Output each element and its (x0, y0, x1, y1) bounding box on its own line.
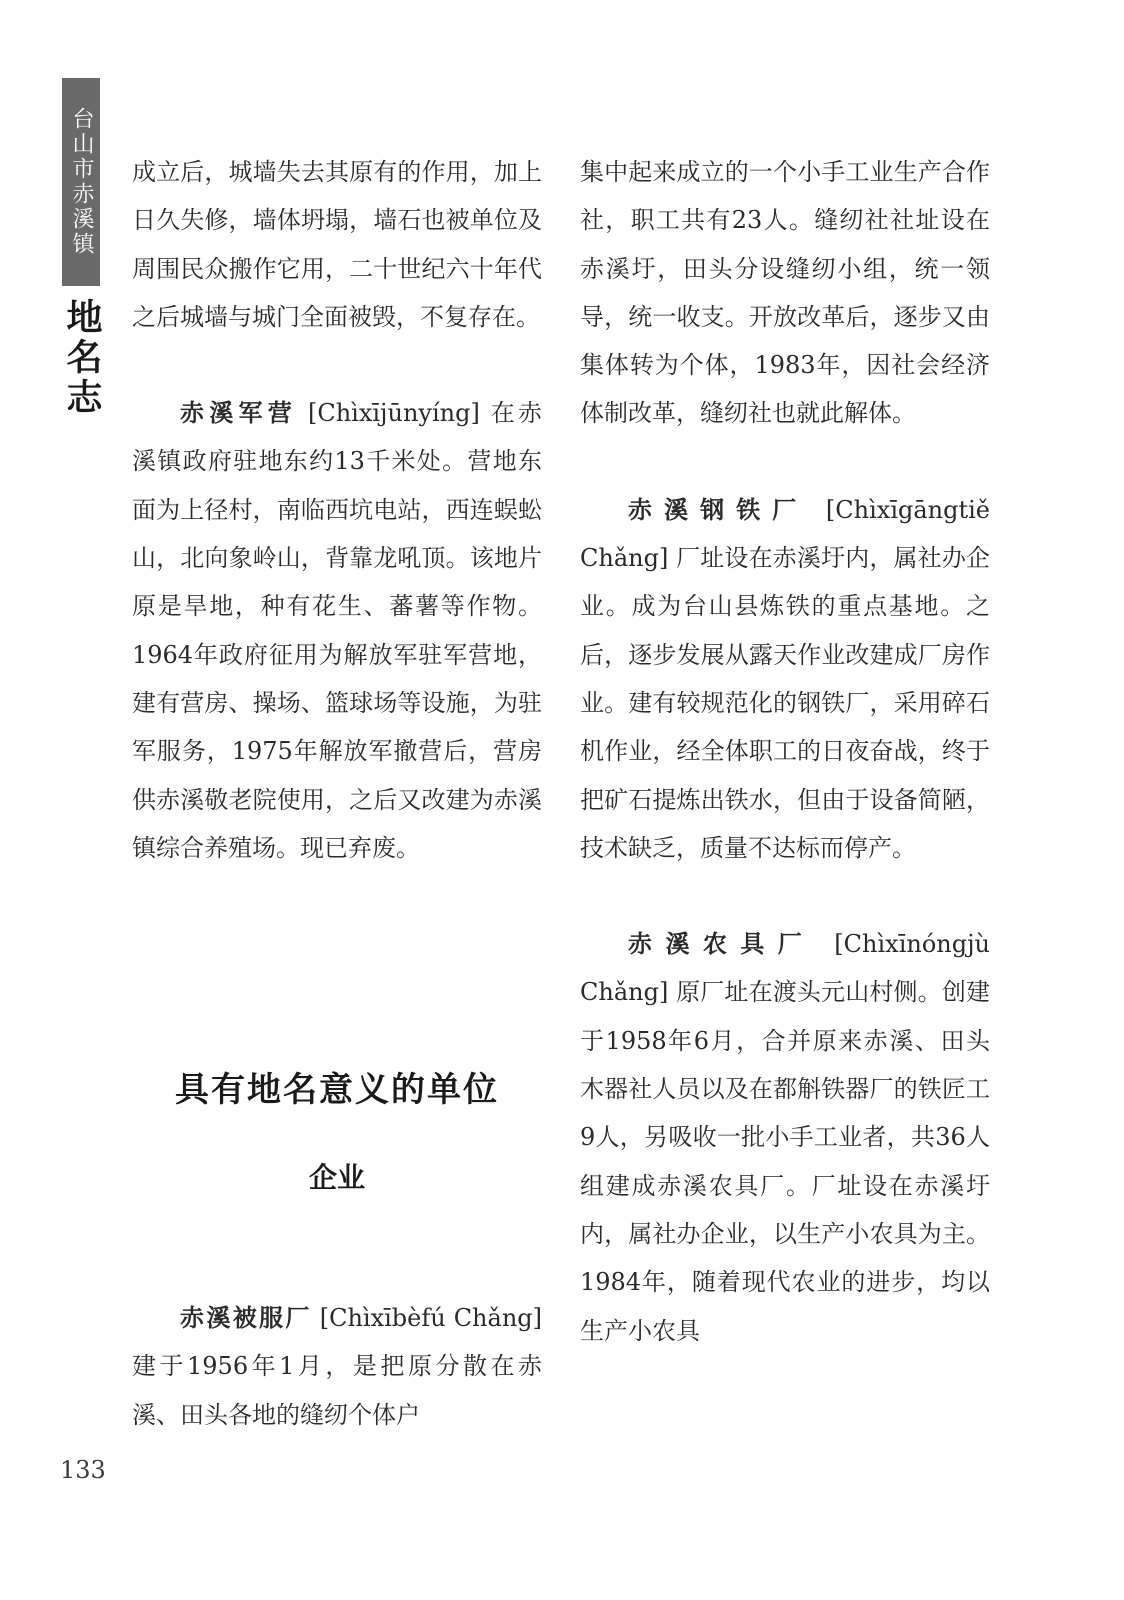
left-paragraph-1: 成立后，城墙失去其原有的作用，加上日久失修，墙体坍塌，墙石也被单位及周围民众搬作它用，二十世纪六十年代之后城墙与城门全面被毁，不复存在。 (132, 158, 542, 331)
entry-text: 在赤溪镇政府驻地东约13千米处。营地东面为上径村，南临西坑电站，西连蜈蚣山，北向象岭山，背靠龙吼顶。该地片原是旱地，种有花生、蕃薯等作物。1964年政府征用为解放军驻军营地，建有营房、操场、篮球场等设施，为驻军服务，1975年解放军撤营后，营房供赤溪敬老院使用，之后又改建为赤溪镇综合养殖场。现已弃废。 (132, 399, 543, 862)
page-number: 133 (60, 1456, 106, 1484)
entry-steel-factory (580, 486, 990, 872)
entry-text: 建于1956年1月，是把原分散在赤溪、田头各地的缝纫个体户 (132, 1352, 542, 1429)
left-column-bottom (132, 1294, 542, 1439)
entry-text: 原厂址在渡头元山村侧。创建于1958年6月，合并原来赤溪、田头木器社人员以及在都斛铁器厂的铁匠工9人，另吸收一批小手工业者，共36人组建成赤溪农具厂。厂址设在赤溪圩内，属社办企业，以生产小农具为主。1984年，随着现代农业的进步，均以生产小农具 (580, 978, 990, 1345)
side-title: 地名志 (61, 298, 102, 418)
section-subtitle: 企业 (308, 1161, 365, 1194)
entry-name: 赤溪农具厂 (628, 929, 816, 959)
right-column (580, 148, 990, 1355)
entry-name: 赤溪被服厂 (180, 1303, 312, 1332)
left-column (132, 148, 542, 872)
section-title: 具有地名意义的单位 (175, 1070, 499, 1110)
entry-pinyin: [Chìxījūnyíng] (307, 399, 480, 428)
entry-name: 赤溪军营 (180, 398, 298, 428)
side-tab-label: 台山市赤溪镇 (69, 107, 94, 257)
entry-clothing-factory (132, 1294, 542, 1439)
entry-farm-tools-factory (580, 920, 990, 1355)
entry-pinyin: [Chìxīnóngjù Chǎng] (580, 930, 990, 1007)
entry-name: 赤溪钢铁厂 (628, 494, 809, 524)
entry-military-camp (132, 389, 542, 872)
right-paragraph-1: 集中起来成立的一个小手工业生产合作社，职工共有23人。缝纫社社址设在赤溪圩，田头分设缝纫小组，统一领导，统一收支。开放改革后，逐步又由集体转为个体，1983年，因社会经济体制改革，缝纫社也就此解体。 (580, 158, 990, 428)
entry-text: 厂址设在赤溪圩内，属社办企业。成为台山县炼铁的重点基地。之后，逐步发展从露天作业改建成厂房作业。建有较规范化的钢铁厂，采用碎石机作业，经全体职工的日夜奋战，终于把矿石提炼出铁水，但由于设备简陋，技术缺乏，质量不达标而停产。 (580, 544, 990, 862)
entry-pinyin: [Chìxīgāngtiě Chǎng] (580, 495, 991, 573)
side-tab (62, 78, 100, 286)
entry-pinyin: [Chìxībèfú Chǎng] (319, 1304, 543, 1332)
